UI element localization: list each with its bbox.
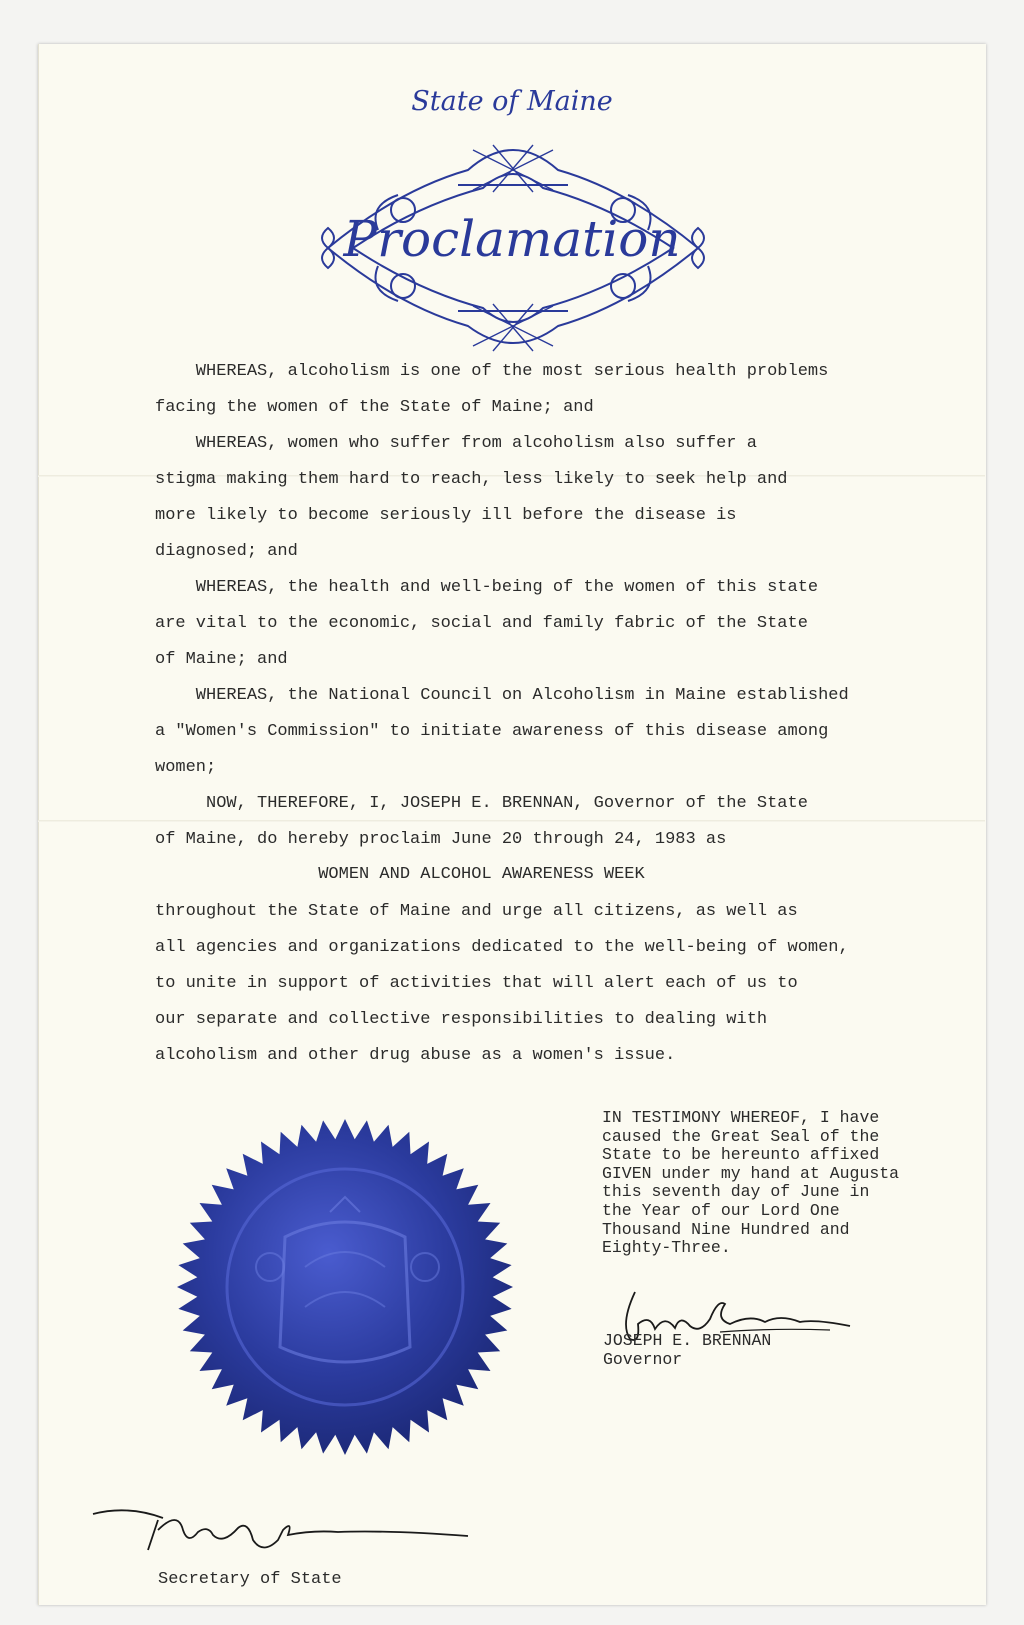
governor-name: JOSEPH E. BRENNAN (603, 1331, 772, 1350)
body-line: our separate and collective responsibilities to dealing with (155, 1010, 768, 1029)
paper-fold (38, 820, 985, 822)
testimony-text: IN TESTIMONY WHEREOF, I have caused the Great Seal of the State to be hereunto affixed GIVEN under my hand at Augusta this seventh day of June in the Year of our Lord One Thousand Nine Hundred and Eighty-Three. (602, 1108, 900, 1258)
governor-title: Governor (603, 1350, 683, 1369)
body-line: WHEREAS, alcoholism is one of the most serious health problems (155, 362, 829, 381)
body-line: women; (155, 758, 217, 777)
body-line: diagnosed; and (155, 542, 298, 561)
proclamation-title: Proclamation (343, 210, 681, 268)
body-line: more likely to become seriously ill before the disease is (155, 506, 737, 525)
body-line: facing the women of the State of Maine; and (155, 398, 594, 417)
body-line: WHEREAS, the National Council on Alcoholism in Maine established (155, 686, 849, 705)
state-title: State of Maine (411, 86, 613, 117)
body-line: WHEREAS, women who suffer from alcoholism also suffer a (155, 434, 757, 453)
secretary-of-state-signature (88, 1500, 488, 1570)
body-line: of Maine, do hereby proclaim June 20 through 24, 1983 as (155, 830, 727, 849)
body-line: a "Women's Commission" to initiate awareness of this disease among (155, 722, 829, 741)
body-line: of Maine; and (155, 650, 288, 669)
body-line: are vital to the economic, social and family fabric of the State (155, 614, 808, 633)
secretary-of-state-title: Secretary of State (158, 1570, 342, 1589)
body-line: throughout the State of Maine and urge all citizens, as well as (155, 902, 798, 921)
body-line: to unite in support of activities that will alert each of us to (155, 974, 798, 993)
body-line: WHEREAS, the health and well-being of the women of this state (155, 578, 819, 597)
body-line: NOW, THEREFORE, I, JOSEPH E. BRENNAN, Governor of the State (155, 794, 808, 813)
body-line: alcoholism and other drug abuse as a women's issue. (155, 1046, 676, 1065)
body-line: stigma making them hard to reach, less likely to seek help and (155, 470, 788, 489)
body-line: all agencies and organizations dedicated to the well-being of women, (155, 938, 849, 957)
great-seal-of-maine (175, 1117, 515, 1457)
proclamation-week-title: WOMEN AND ALCOHOL AWARENESS WEEK (155, 865, 645, 884)
